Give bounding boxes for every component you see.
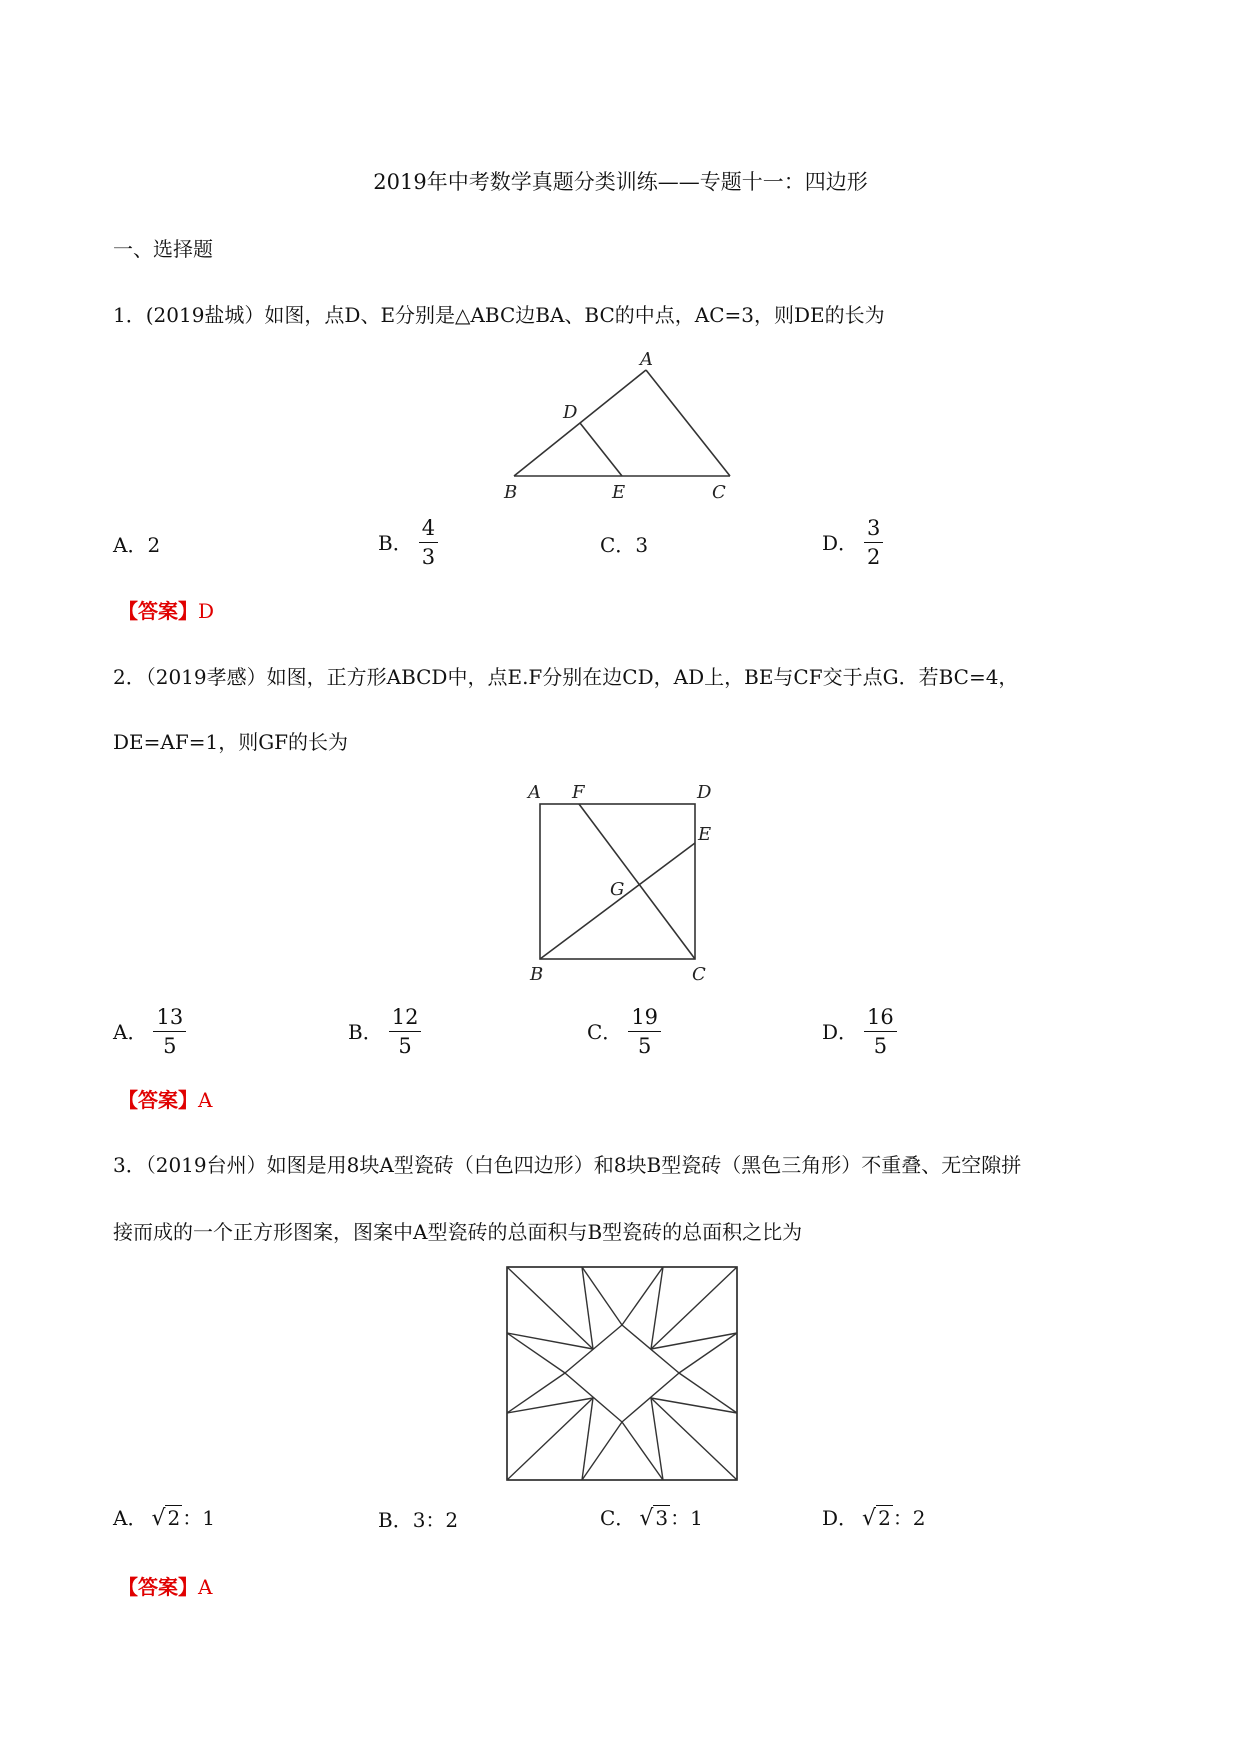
denominator: 5: [637, 1034, 652, 1059]
q2-option-a[interactable]: [113, 1003, 186, 1061]
square-root: √ 2: [862, 1506, 891, 1531]
option-value: ：2: [892, 1506, 926, 1530]
tile-edge: [582, 1398, 593, 1480]
numerator: 13: [153, 1003, 186, 1032]
option-value: 3：2: [412, 1508, 459, 1532]
q2-option-c[interactable]: [587, 1003, 661, 1061]
tile-edge: [651, 1267, 663, 1349]
option-label: D．: [822, 530, 859, 555]
tile-edge: [507, 1267, 593, 1349]
numerator: 16: [864, 1003, 897, 1032]
numerator: 4: [419, 514, 438, 543]
option-label: B．: [378, 1508, 413, 1532]
tile-edge: [651, 1267, 737, 1349]
denominator: 5: [873, 1034, 888, 1059]
section-heading: 一、选择题: [113, 237, 213, 261]
fraction: [389, 1003, 422, 1061]
question-1-text: 1．(2019盐城）如图，点D、E分别是△ABC边BA、BC的中点，AC=3，则DE的长为: [113, 303, 885, 327]
question-3-tile-pattern-figure: [503, 1263, 743, 1493]
question-3-text-line-1: 3．（2019台州）如图是用8块A型瓷砖（白色四边形）和8块B型瓷砖（黑色三角形）不重叠、无空隙拼: [113, 1153, 1022, 1177]
option-label: D．: [822, 1019, 859, 1044]
label-a: A: [528, 782, 541, 803]
answer-label: 【答案】: [118, 1575, 198, 1599]
option-value: ：1: [670, 1506, 703, 1530]
fraction: [864, 1003, 897, 1061]
q1-option-c[interactable]: [600, 535, 648, 555]
question-1-triangle-figure: [500, 348, 740, 508]
answer-label: 【答案】: [118, 1088, 198, 1112]
radicand: 2: [167, 1506, 181, 1530]
tile-edge: [651, 1398, 663, 1480]
numerator: 12: [389, 1003, 422, 1032]
radicand: 2: [878, 1506, 891, 1530]
q2-option-b[interactable]: [348, 1003, 421, 1061]
question-3-text-line-2: 接而成的一个正方形图案，图案中A型瓷砖的总面积与B型瓷砖的总面积之比为: [113, 1220, 803, 1244]
question-2-square-figure: [520, 778, 720, 988]
question-2-text-line-1: 2．（2019孝感）如图，正方形ABCD中，点E.F分别在边CD，AD上，BE与CF交于点G．若BC=4，: [113, 665, 1019, 689]
tile-edge: [651, 1333, 737, 1349]
label-g: G: [610, 879, 625, 900]
label-e: E: [698, 824, 712, 845]
q3-answer: [118, 1577, 212, 1597]
fraction: [419, 514, 438, 572]
tile-edge: [507, 1373, 565, 1413]
q3-option-c[interactable]: [600, 1508, 703, 1530]
question-2-text-line-2: DE=AF=1，则GF的长为: [113, 730, 349, 754]
fraction: [864, 514, 883, 572]
denominator: 2: [867, 545, 881, 570]
q2-answer: [118, 1090, 212, 1110]
option-label: C．: [587, 1019, 623, 1044]
label-c: C: [712, 482, 726, 503]
q2-option-d[interactable]: [822, 1003, 897, 1061]
fraction: [628, 1003, 661, 1061]
q1-option-b[interactable]: [378, 514, 438, 572]
numerator: 3: [864, 514, 883, 543]
tile-edge: [622, 1422, 663, 1480]
label-c: C: [692, 964, 706, 985]
option-value: 3: [635, 533, 649, 557]
option-label: A．: [113, 1506, 148, 1530]
radicand: 3: [655, 1506, 669, 1530]
tile-edge: [507, 1333, 593, 1349]
segment-de: [580, 423, 622, 476]
label-a: A: [640, 349, 653, 370]
q3-option-a[interactable]: [113, 1508, 215, 1530]
answer-value: A: [198, 1575, 213, 1599]
denominator: 3: [421, 545, 436, 570]
q1-option-d[interactable]: [822, 514, 883, 572]
label-f: F: [572, 782, 585, 803]
numerator: 19: [628, 1003, 661, 1032]
label-d: D: [563, 402, 578, 423]
tile-edge: [622, 1267, 663, 1325]
square-root: √ 2: [151, 1506, 181, 1531]
option-value: 2: [147, 533, 161, 557]
label-e: E: [612, 482, 626, 503]
q3-option-b[interactable]: [378, 1510, 458, 1530]
label-b: B: [530, 964, 544, 985]
q1-answer: [118, 601, 214, 621]
answer-value: A: [198, 1088, 213, 1112]
segment-cf: [579, 804, 695, 959]
tile-edge: [582, 1267, 593, 1349]
fraction: [153, 1003, 186, 1061]
q1-option-a[interactable]: [113, 535, 160, 555]
option-label: B．: [348, 1019, 383, 1044]
q3-option-d[interactable]: [822, 1508, 926, 1530]
answer-label: 【答案】: [118, 599, 198, 623]
denominator: 5: [398, 1034, 412, 1059]
label-b: B: [504, 482, 518, 503]
option-label: C．: [600, 533, 636, 557]
tile-edge: [679, 1373, 737, 1413]
option-label: A．: [113, 533, 148, 557]
label-d: D: [697, 782, 712, 803]
option-label: B．: [378, 530, 413, 555]
option-label: A．: [113, 1019, 148, 1044]
side-ac: [646, 370, 730, 476]
denominator: 5: [163, 1034, 177, 1059]
square-root: √ 3: [639, 1506, 669, 1531]
page-title: 2019年中考数学真题分类训练——专题十一：四边形: [373, 170, 868, 194]
option-value: ：1: [182, 1506, 215, 1530]
answer-value: D: [198, 599, 215, 623]
segment-be: [540, 843, 695, 959]
option-label: C．: [600, 1506, 636, 1530]
option-label: D．: [822, 1506, 859, 1530]
